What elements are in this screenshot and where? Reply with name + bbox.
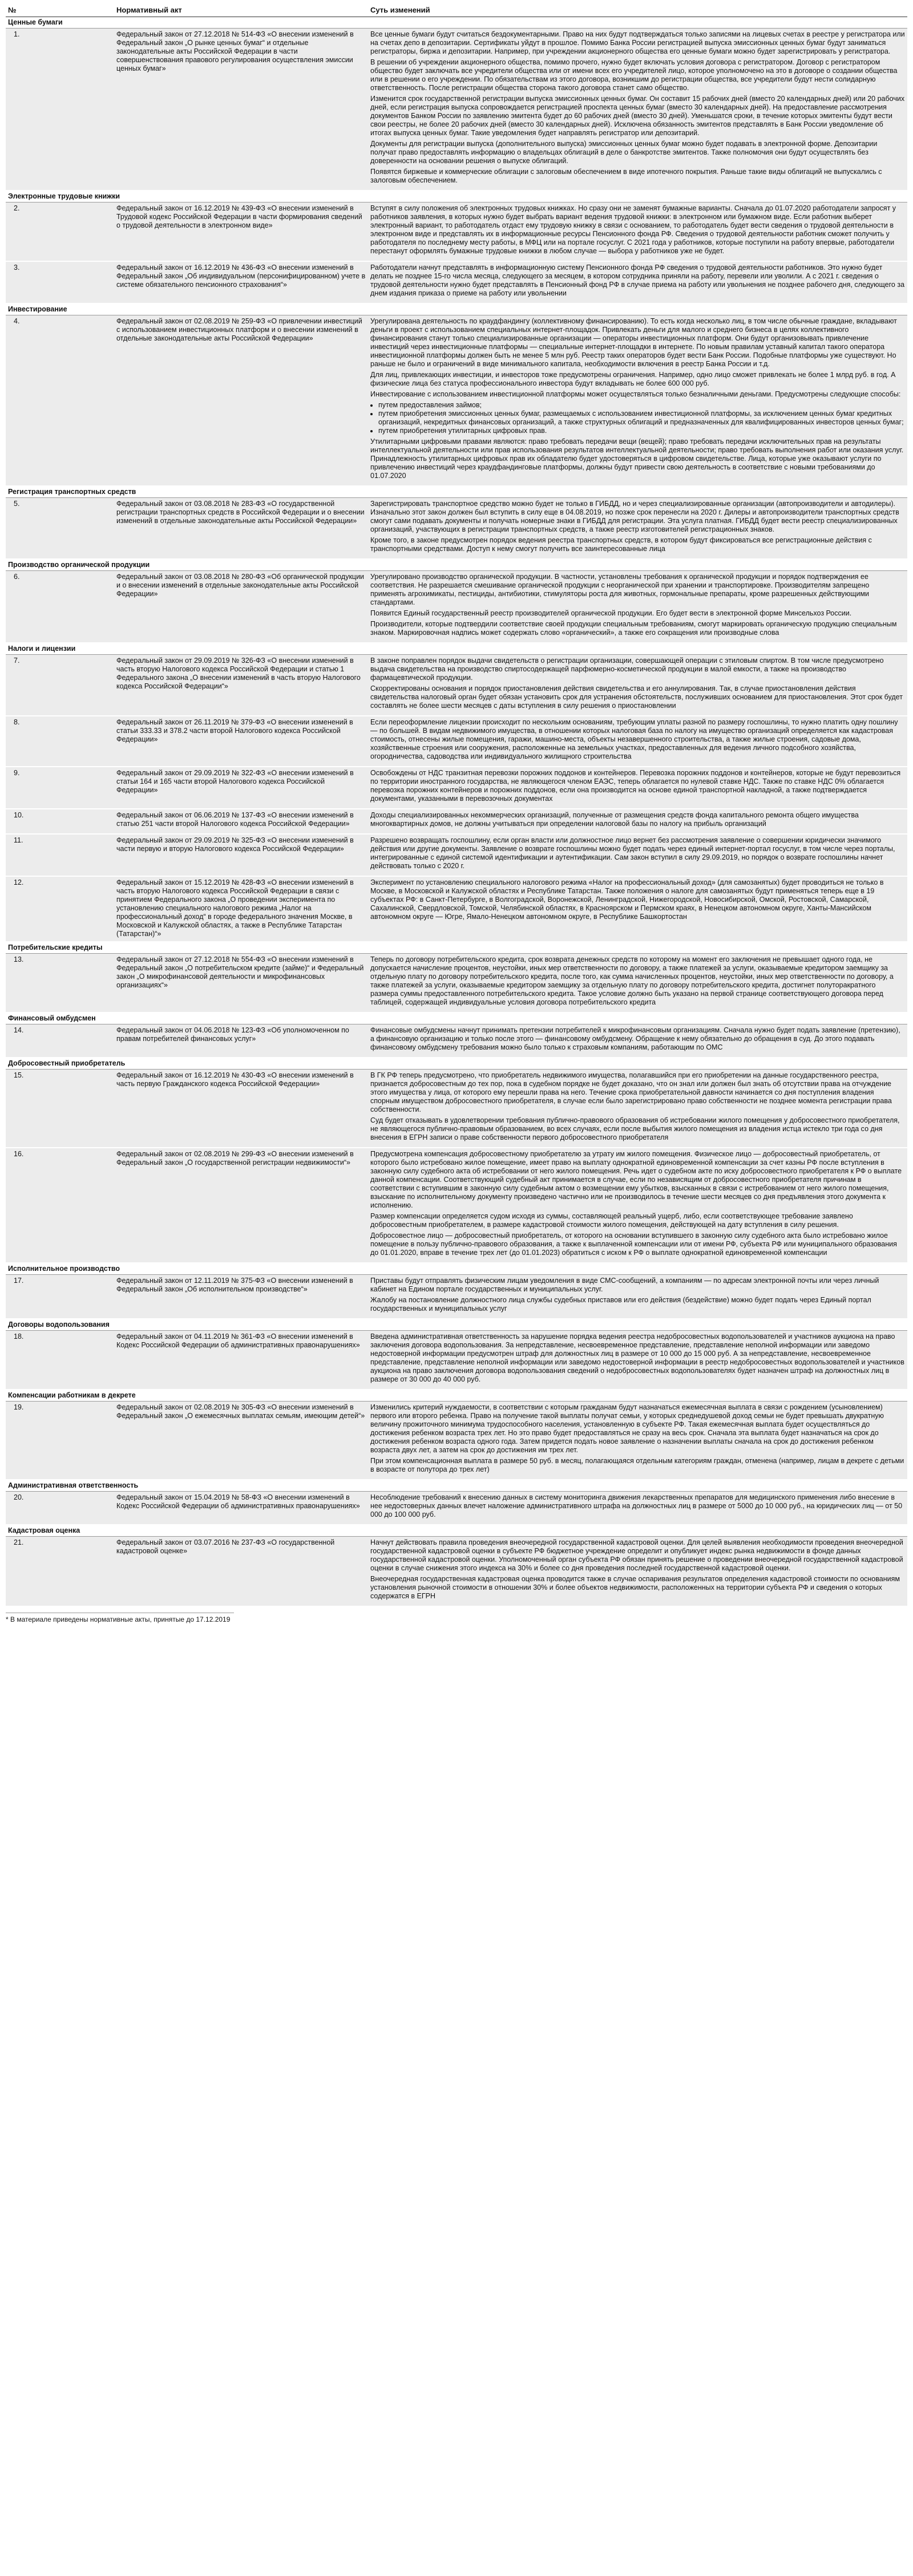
change-paragraph: Жалобу на постановление должностного лица службы судебных приставов или его действия (бездействие) можно будет подать через Единый портал государственных и муниципальных услуг <box>370 1296 871 1313</box>
normative-act: Федеральный закон от 03.08.2018 № 280-ФЗ «Об органической продукции и о внесении изменений в отдельные законодательные акты Российской Федерации» <box>114 571 368 643</box>
change-paragraph: Документы для регистрации выпуска (дополнительного выпуска) эмиссионных ценных бумаг можно будет подавать в электронной форме. Депозитарии получат право предоставлять информацию о владельцах облигаций в деле о банкротстве эмитентов. Также полномочия они будут осуществлять без доверенности на основании решения о выпуске облигаций. <box>370 140 878 165</box>
table-row <box>6 1537 907 1607</box>
section-header-row <box>6 1263 907 1275</box>
row-number: 1. <box>6 29 114 191</box>
row-number: 10. <box>6 809 114 834</box>
table-row <box>6 1024 907 1058</box>
table-row <box>6 767 907 809</box>
change-paragraph: Внеочередная государственная кадастровая оценка проводится также в случае оспаривания результатов определения кадастровой стоимости по основаниям установления рыночной стоимости в отношении 30% и более объектов недвижимости, расположенных на территории субъекта РФ и сведения о которых содержатся в ЕГРН <box>370 1575 900 1600</box>
change-paragraph: Работодатели начнут представлять в информационную систему Пенсионного фонда РФ сведения о трудовой деятельности работников. Это нужно будет делать не позднее 15-го числа месяца, следующего за месяцем, в котором сотрудника приняли на работу, перевели или уволили. А с 2021 г. сведения о трудовой деятельности нужно будет представлять в Пенсионный фонд РФ в случае приема на работу или увольнения не позднее рабочего дня, следующего за днем издания приказа о приеме на работу или увольнении <box>370 264 905 297</box>
change-paragraph: В законе поправлен порядок выдачи свидетельств о регистрации организации, совершающей операции с этиловым спиртом. В том числе предусмотрено выдача свидетельства на производство спиртосодержащей парфюмерно-косметической продукции в малой емкости, а также на производство фармацевтической продукции. <box>370 657 884 682</box>
table-row <box>6 716 907 767</box>
section-title: Административная ответственность <box>6 1480 907 1492</box>
change-paragraph: Появится Единый государственный реестр производителей органической продукции. Его будет вести в электронной форме Минсельхоз России. <box>370 609 852 617</box>
change-paragraph: Если переоформление лицензии происходит по нескольким основаниям, требующим уплаты разной по размеру госпошлины, то нужно платить одну пошлину — по большей. В видам недвижимого имущества, в отношении которых налоговая база по налогу на имущество организаций определяется как кадастровая стоимость, отнесены жилые помещения, гаражи, машино-места, объекты незавершенного строительства, а также жилые строения, садовые дома, хозяйственные строения или сооружения, расположенные на земельных участках, предоставленных для ведения личного подсобного хозяйства, огородничества, садоводства или индивидуального жилищного строительства <box>370 718 898 760</box>
change-paragraph: Утилитарными цифровыми правами являются: право требовать передачи вещи (вещей); право требовать передачи исключительных прав на результаты интеллектуальной деятельности или прав использования результатов интеллектуальной деятельности; право требовать выполнения работ или оказания услуг. Принадлежность утилитарных цифровых прав их обладателю будет удостоверяться в цифровом свидетельстве. Лица, которые уже оказывают услуги по привлечению инвестиций через краудфандинговые платформы, должны будут привести свою деятельность в соответствие с новыми требованиями до 01.07.2020 <box>370 438 904 480</box>
changes-summary <box>368 1275 907 1319</box>
row-number: 11. <box>6 834 114 876</box>
row-number: 15. <box>6 1070 114 1148</box>
change-paragraph: Вступят в силу положения об электронных трудовых книжках. Но сразу они не заменят бумажные варианты. Сначала до 01.07.2020 работодатели запросят у работников заявления, в которых нужно будет выбрать вариант ведения трудовой книжки: в электронном или бумажном виде. Если работник выберет электронный вариант, то работодатель отдаст ему трудовую книжку в связи с основанием, то работодатель будет вести сведения о трудовой деятельности в электронном виде и представлять их в информационные ресурсы Пенсионного фонда РФ. Сведения о трудовой деятельности работник сможет получить у работодателя по последнему месту работы, в МФЦ или на портале госуслуг. С 2021 года у работников, которые поступили на работу впервые, работодатели перестанут оформлять бумажные трудовые книжки в любом случае — выбора у работников уже не будет. <box>370 204 896 255</box>
section-header-row <box>6 559 907 571</box>
change-paragraph: Приставы будут отправлять физическим лицам уведомления в виде СМС-сообщений, а компаниям — по адресам электронной почты или через личный кабинет на Едином портале государственных и муниципальных услуг. <box>370 1277 879 1293</box>
section-title: Инвестирование <box>6 303 907 315</box>
change-paragraph: Для лиц, привлекающих инвестиции, и инвесторов тоже предусмотрены ограничения. Например, одно лицо сможет привлекать не более 1 млрд руб. в год. А физические лица без статуса профессионального инвестора будут вкладывать не более 600 000 руб. <box>370 371 896 387</box>
change-paragraph: Освобождены от НДС транзитная перевозки порожних поддонов и контейнеров. Перевозка порожних поддонов и контейнеров, которые не будут перевозиться по территории иностранного государства, не являющегося членом ЕАЭС, теперь облагается по нулевой ставке НДС. Также по ставке НДС 0% облагается перевозка порожних контейнеров и порожних поддонов, если она производится на основе единой транспортной накладной, а также подтверждается документами, указанными в перевозочных документах <box>370 769 901 803</box>
table-row <box>6 1070 907 1148</box>
normative-act: Федеральный закон от 16.12.2019 № 439-ФЗ «О внесении изменений в Трудовой кодекс Российской Федерации в части формирования сведений о трудовой деятельности в электронном виде» <box>114 202 368 262</box>
row-number: 4. <box>6 315 114 487</box>
row-number: 13. <box>6 954 114 1013</box>
section-header-row <box>6 1525 907 1537</box>
normative-act: Федеральный закон от 12.11.2019 № 375-ФЗ «О внесении изменений в Федеральный закон „Об исполнительном производстве“» <box>114 1275 368 1319</box>
section-header-row <box>6 1480 907 1492</box>
normative-act: Федеральный закон от 02.08.2019 № 259-ФЗ «О привлечении инвестиций с использованием инвестиционных платформ и о внесении изменений в отдельные законодательные акты Российской Федерации» <box>114 315 368 487</box>
change-paragraph: Урегулировано производство органической продукции. В частности, установлены требования к органической продукции и порядок подтверждения ее соответствия. Не разрешается смешивание органической продукции с неорганической при хранении и транспортировке. Производителям запрещено применять агрохимикаты, пестициды, антибиотики, стимуляторы роста для животных, гормональные препараты, кроме разрешенных действующими стандартами. <box>370 573 870 606</box>
change-paragraph: Появятся биржевые и коммерческие облигации с залоговым обеспечением в виде ипотечного покрытия. Раньше такие виды облигаций не выпускались с залоговым обеспечением. <box>370 168 882 184</box>
row-number: 3. <box>6 261 114 303</box>
changes-summary <box>368 834 907 876</box>
change-paragraph: Начнут действовать правила проведения внеочередной государственной кадастровой оценки. Для целей выявления необходимости проведения внеочередной государственной кадастровой оценки в субъекте РФ бюджетное учреждение определит и опубликует индекс рынка недвижимости в фонде данных государственной кадастровой оценки. Уполномоченный орган субъекта РФ обязан принять решение о проведении внеочередной государственной кадастровой оценки в случае снижения этого индекса на 30% и более со дня проведения последней государственной кадастровой оценки. <box>370 1538 903 1572</box>
section-title: Исполнительное производство <box>6 1263 907 1275</box>
normative-act: Федеральный закон от 29.09.2019 № 325-ФЗ «О внесении изменений в части первую и вторую Налогового кодекса Российской Федерации» <box>114 834 368 876</box>
section-header-row <box>6 1058 907 1070</box>
changes-summary <box>368 571 907 643</box>
section-title: Регистрация транспортных средств <box>6 486 907 498</box>
change-paragraph: Добросовестное лицо — добросовестный приобретатель, от которого на основании вступившего в законную силу судебного акта было истребовано жилое помещение в пользу публично-правового образования, а также к выплаченной компенсации или от имени РФ, субъекта РФ или муниципального образования до 01.01.2020, вправе в течение трех лет (до 01.01.2023) обратиться с иском к РФ о выплате однократной единовременной компенсации <box>370 1232 897 1257</box>
table-row <box>6 202 907 262</box>
legislation-table <box>6 3 907 1607</box>
normative-act: Федеральный закон от 26.11.2019 № 379-ФЗ «О внесении изменений в статьи 333.33 и 378.2 части второй Налогового кодекса Российской Федерации» <box>114 716 368 767</box>
table-row <box>6 498 907 560</box>
change-paragraph: В ГК РФ теперь предусмотрено, что приобретатель недвижимого имущества, полагавшийся при его приобретении на данные государственного реестра, признается добросовестным до тех пор, пока в судебном порядке не будет доказано, что он знал или должен был знать об отсутствии права на отчуждение этого имущества у лица, от которого ему перешли права на него. Течение срока приобретательной давности начинается со дня поступления владения спорным имуществом добросовестного приобретателя, в случае если было зарегистрировано право собственности не позднее момента регистрации права собственности. <box>370 1071 892 1113</box>
section-title: Электронные трудовые книжки <box>6 191 907 202</box>
change-paragraph: Все ценные бумаги будут считаться бездокументарными. Право на них будут подтверждаться только записями на лицевых счетах в реестре у регистратора или на счетах депо в депозитарии. Сертификаты уйдут в прошлое. Помимо Банка России регистрацией выпуска эмиссионных ценных бумаг будут заниматься регистраторы, биржа и депозитарии. Например, при учреждении акционерного общества его ценные бумаги можно будет зарегистрировать у регистратора. <box>370 30 905 55</box>
row-number: 12. <box>6 876 114 942</box>
changes-summary <box>368 1331 907 1390</box>
changes-summary <box>368 876 907 942</box>
section-title: Кадастровая оценка <box>6 1525 907 1537</box>
change-paragraph: Теперь по договору потребительского кредита, срок возврата денежных средств по которому на момент его заключения не превышает одного года, не допускается начисление процентов, неустойки, иных мер ответственности по договору, а также платежей за услуги, оказываемые кредитором заемщику за отдельную плату по договору потребительского кредита, после того, как сумма начисленных процентов, неустойки, иных мер ответственности по договору, а также платежей за услуги, оказываемые кредитором заемщику за отдельную плату по договору потребительского кредита, достигнет полуторакратного размера суммы предоставленного потребительского кредита. Такое условие должно быть указано на первой странице соответствующего договора перед таблицей, содержащей индивидуальные условия договора потребительского кредита <box>370 955 894 1006</box>
change-paragraph: Изменились критерий нуждаемости, в соответствии с которым гражданам будут назначаться ежемесячная выплата в связи с рождением (усыновлением) первого или второго ребенка. Право на получение такой выплаты получат семьи, у которых среднедушевой доход семьи не будет превышать двукратную величину прожиточного минимума трудоспособного населения, установленную в субъекте РФ. Такая ежемесячная выплата будет осуществляться до достижения ребенком возраста трех лет. Но это право будет предоставляться не сразу на весь срок. Сначала эта выплата будет назначаться на срок до достижения ребенком возраста одного года. Затем придется подать новое заявление о назначении выплаты сначала на срок до достижения ребенком возраста двух лет, а затем на срок до достижения им трех лет. <box>370 1403 884 1454</box>
header-act: Нормативный акт <box>114 3 368 17</box>
row-number: 19. <box>6 1402 114 1480</box>
row-number: 20. <box>6 1492 114 1525</box>
normative-act: Федеральный закон от 04.06.2018 № 123-ФЗ «Об уполномоченном по правам потребителей финансовых услуг» <box>114 1024 368 1058</box>
change-paragraph: Введена административная ответственность за нарушение порядка ведения реестра недобросовестных водопользователей и участников аукциона на право заключения договора водопользования. За непредставление, несвоевременное представление, представление неполной информации или заведомо недостоверной информации предусмотрен штраф для должностных лиц в размере от 10 000 до 15 000 руб. А за непредставление, несвоевременное представление, представление неполной информации или заведомо недостоверной информации в реестр недобросовестных водопользователей и участников аукциона на право заключения договора водопользования сведений о недобросовестных водопользователях будет назначен штраф на должностных лиц в размере от 30 000 до 40 000 руб. <box>370 1332 904 1383</box>
change-paragraph: Урегулирована деятельность по краудфандингу (коллективному финансированию). То есть когда несколько лиц, в том числе обычные граждане, вкладывают деньги в проект с использованием специальных интернет-площадок. Привлекать деньги для малого и среднего бизнеса в целях коллективного финансирования станут только специализированные организации — операторы инвестиционных платформ. Они будут организовывать привлечение инвестиций через инвестиционные платформы — специальные интернет-площадки в интернете. По новым правилам уставный капитал такого оператора инвестиционной платформы должен быть не менее 5 млн руб. Реестр таких операторов будет вести Банк России. Подобные платформы уже существуют. Но раньше не было и ограничений в виде минимального капитала, необходимости включения в реестр Банка России и т.д. <box>370 317 897 368</box>
section-title: Налоги и лицензии <box>6 643 907 655</box>
row-number: 17. <box>6 1275 114 1319</box>
normative-act: Федеральный закон от 27.12.2018 № 514-ФЗ «О внесении изменений в Федеральный закон „О рынке ценных бумаг“ и отдельные законодательные акты Российской Федерации в части совершенствования правового регулирования осуществления эмиссии ценных бумаг» <box>114 29 368 191</box>
change-list-item: • путем приобретения эмиссионных ценных бумаг, размещаемых с использованием инвестиционной платформы, за исключением ценных бумаг кредитных организаций, некредитных финансовых организаций, а также структурных облигаций и предназначенных для квалифицированных инвесторов ценных бумаг; <box>378 410 905 427</box>
row-number: 8. <box>6 716 114 767</box>
row-number: 18. <box>6 1331 114 1390</box>
table-row <box>6 809 907 834</box>
changes-summary <box>368 1148 907 1263</box>
table-row <box>6 1331 907 1390</box>
changes-summary <box>368 954 907 1013</box>
section-title: Компенсации работникам в декрете <box>6 1390 907 1402</box>
change-paragraph: Разрешено возвращать госпошлину, если орган власти или должностное лицо вернет без рассмотрения заявление о совершении юридически значимого действия или другие документы. Заявление о возврате госпошлины можно будет подать через единый интернет-портал госуслуг, в том числе через порталы, интегрированные с единой системой идентификации и аутентификации. Сам закон вступил в силу 29.09.2019, но порядок о возврате госпошлины начнет действовать только с 2020 г. <box>370 836 895 870</box>
changes-summary <box>368 767 907 809</box>
change-paragraph: Предусмотрена компенсация добросовестному приобретателю за утрату им жилого помещения. Физическое лицо — добросовестный приобретатель, от которого было истребовано жилое помещение, имеет право на выплату однократной единовременной компенсации за счет казны РФ после вступления в законную силу судебного акта об истребовании от него жилого помещения. Речь идет о судебном акте по иску добросовестного приобретателя к РФ о выплате данной компенсации. Соответствующий судебный акт принимается в случае, если по независящим от добросовестного приобретателя причинам в соответствии с вступившим в законную силу судебным актом о возмещении ему убытков, взысканных в связи с истребованием от него жилого помещения, взыскание по исполнительному документу произведено частично или не производилось в течение шести месяцев со дня предъявления этого документа к исполнению. <box>370 1150 902 1209</box>
normative-act: Федеральный закон от 02.08.2019 № 299-ФЗ «О внесении изменений в Федеральный закон „О государственной регистрации недвижимости“» <box>114 1148 368 1263</box>
change-paragraph: Изменится срок государственной регистрации выпуска эмиссионных ценных бумаг. Он составит 15 рабочих дней (вместо 20 календарных дней) или 20 рабочих дней, если регистрация выпуска сопровождается регистрацией проспекта ценных бумаг (вместо 30 календарных дней). На предоставление рассмотрения документов Банком России по заявлению эмитента будет до 60 рабочих дней (вместо 30 дней). Уменьшатся сроки, в течение которых эмитенты будут вести свои реестры, не более 20 рабочих дней (вместо 30 календарных дней). Исключена обязанность эмитентов представлять в Банк России уведомление об итогах выпуска ценных бумаг. Такие уведомления будет направлять регистратор или депозитарий. <box>370 95 905 137</box>
change-paragraph: Суд будет отказывать в удовлетворении требования публично-правового образования об истребовании жилого помещения у добросовестного приобретателя, не являющегося публично-правовым образованием, во всех случаях, если после выбытия жилого помещения из владения истца истекло три года со дня внесения в ЕГРН записи о праве собственности первого добросовестного приобретателя <box>370 1116 900 1141</box>
section-header-row <box>6 303 907 315</box>
table-body <box>6 17 907 1607</box>
row-number: 9. <box>6 767 114 809</box>
normative-act: Федеральный закон от 04.11.2019 № 361-ФЗ «О внесении изменений в Кодекс Российской Федерации об административных правонарушениях» <box>114 1331 368 1390</box>
table-row <box>6 954 907 1013</box>
footnote: * В материале приведены нормативные акты, принятые до 17.12.2019 <box>6 1613 234 1623</box>
section-title: Потребительские кредиты <box>6 942 907 954</box>
change-paragraph: Зарегистрировать транспортное средство можно будет не только в ГИБДД, но и через специализированные организации (автопроизводители и автодилеры). Изначально этот закон должен был вступить в силу еще в 04.08.2019, но позже срок перенесли на 2020 г. Дилеры и автопроизводители транспортных средств смогут сами подавать документы и получать номерные знаки в ГИБДД для регистрации. Эта услуга платная. ГИБДД будет вести реестр специализированных организаций, участвующих в регистрации транспортных средств, а также реестр изготовителей регистрационных знаков. <box>370 500 899 533</box>
row-number: 2. <box>6 202 114 262</box>
change-paragraph: Инвестирование с использованием инвестиционной платформы может осуществляться только безналичными деньгами. Предусмотрены следующие способы: <box>370 390 901 398</box>
changes-summary <box>368 315 907 487</box>
row-number: 16. <box>6 1148 114 1263</box>
normative-act: Федеральный закон от 02.08.2019 № 305-ФЗ «О внесении изменений в Федеральный закон „О ежемесячных выплатах семьям, имеющим детей“» <box>114 1402 368 1480</box>
change-paragraph: Доходы специализированных некоммерческих организаций, полученные от размещения средств фонда капитального ремонта общего имущества многоквартирных домов, не должны учитываться при определении налоговой базы по налогу на прибыль организаций <box>370 811 859 828</box>
row-number: 5. <box>6 498 114 560</box>
normative-act: Федеральный закон от 15.04.2019 № 58-ФЗ «О внесении изменений в Кодекс Российской Федерации об административных правонарушениях» <box>114 1492 368 1525</box>
table-row <box>6 1275 907 1319</box>
header-num: № <box>6 3 114 17</box>
table-row <box>6 315 907 487</box>
normative-act: Федеральный закон от 06.06.2019 № 137-ФЗ «О внесении изменений в статью 251 части второй Налогового кодекса Российской Федерации» <box>114 809 368 834</box>
section-header-row <box>6 1319 907 1331</box>
changes-summary <box>368 716 907 767</box>
change-paragraph: Кроме того, в законе предусмотрен порядок ведения реестра транспортных средств, в котором будут фиксироваться все регистрационные действия с транспортными средствами. Доступ к нему смогут получить все заинтересованные лица <box>370 536 872 553</box>
normative-act: Федеральный закон от 03.07.2016 № 237-ФЗ «О государственной кадастровой оценке» <box>114 1537 368 1607</box>
changes-summary <box>368 1492 907 1525</box>
table-row <box>6 1148 907 1263</box>
changes-summary <box>368 202 907 262</box>
change-list-item: • путем приобретения утилитарных цифровых прав. <box>378 427 905 435</box>
changes-summary <box>368 498 907 560</box>
table-row <box>6 876 907 942</box>
change-paragraph: Несоблюдение требований к внесению данных в систему мониторинга движения лекарственных препаратов для медицинского применения либо внесение в нее недостоверных данных влечет наложение административного штрафа на должностных лиц в размере от 5000 до 10 000 руб., на юридических лиц — от 50 000 до 100 000 руб. <box>370 1493 903 1518</box>
change-list-item: • путем предоставления займов; <box>378 401 905 410</box>
changes-summary <box>368 29 907 191</box>
normative-act: Федеральный закон от 16.12.2019 № 430-ФЗ «О внесении изменений в часть первую Гражданского кодекса Российской Федерации» <box>114 1070 368 1148</box>
row-number: 6. <box>6 571 114 643</box>
table-header-row <box>6 3 907 17</box>
section-header-row <box>6 942 907 954</box>
section-title: Ценные бумаги <box>6 17 907 29</box>
section-title: Добросовестный приобретатель <box>6 1058 907 1070</box>
row-number: 14. <box>6 1024 114 1058</box>
table-row <box>6 1402 907 1480</box>
section-title: Производство органической продукции <box>6 559 907 571</box>
table-row <box>6 834 907 876</box>
table-row <box>6 29 907 191</box>
section-header-row <box>6 486 907 498</box>
row-number: 7. <box>6 655 114 716</box>
change-paragraph: При этом компенсационная выплата в размере 50 руб. в месяц, полагающаяся отдельным категориям граждан, отменена (например, лицам в декрете с детьми в возрасте от полутора до трех лет) <box>370 1457 904 1473</box>
changes-summary <box>368 1070 907 1148</box>
change-paragraph: Производители, которые подтвердили соответствие своей продукции специальным требованиям, смогут маркировать органическую продукцию специальным знаком. Маркировочная надпись может содержать слово «органический», а также его сокращения или производные слова <box>370 620 897 637</box>
normative-act: Федеральный закон от 27.12.2018 № 554-ФЗ «О внесении изменений в Федеральный закон „О потребительском кредите (займе)“ и Федеральный закон „О микрофинансовой деятельности и микрофинансовых организациях“» <box>114 954 368 1013</box>
normative-act: Федеральный закон от 16.12.2019 № 436-ФЗ «О внесении изменений в Федеральный закон „Об индивидуальном (персонифицированном) учете в системе обязательного пенсионного страхования“» <box>114 261 368 303</box>
change-paragraph: Размер компенсации определяется судом исходя из суммы, составляющей реальный ущерб, либо, если соответствующее требование заявлено добросовестным приобретателем, в размере кадастровой стоимости жилого помещения, действующей на дату вступления в силу решения. <box>370 1212 853 1229</box>
table-row <box>6 571 907 643</box>
change-paragraph: Финансовые омбудсмены начнут принимать претензии потребителей к микрофинансовым организациям. Сначала нужно будет подать заявление (претензию), а финансовую организацию и только после этого — финансовому омбудсмену. Обращение к нему обязательно до обращения в суд. До этого подавать финансовому омбудсмену требования можно было только к страховым компаниям, работающим по ОМС <box>370 1026 900 1051</box>
row-number: 21. <box>6 1537 114 1607</box>
changes-summary <box>368 1537 907 1607</box>
table-row <box>6 261 907 303</box>
normative-act: Федеральный закон от 29.09.2019 № 322-ФЗ «О внесении изменений в статьи 164 и 165 части второй Налогового кодекса Российской Федерации» <box>114 767 368 809</box>
change-list <box>370 401 905 435</box>
section-header-row <box>6 1390 907 1402</box>
section-title: Финансовый омбудсмен <box>6 1012 907 1024</box>
normative-act: Федеральный закон от 29.09.2019 № 326-ФЗ «О внесении изменений в часть вторую Налогового кодекса Российской Федерации и статью 1 Федерального закона „О внесении изменений в часть вторую Налогового кодекса Российской Федерации“» <box>114 655 368 716</box>
normative-act: Федеральный закон от 15.12.2019 № 428-ФЗ «О внесении изменений в часть вторую Налогового кодекса Российской Федерации в связи с принятием Федерального закона „О проведении эксперимента по установлению специального налогового режима „Налог на профессиональный доход“ в городе федерального значения Москве, в Московской и Калужской областях, а также в Республике Татарстан (Татарстан)“» <box>114 876 368 942</box>
section-header-row <box>6 191 907 202</box>
changes-summary <box>368 655 907 716</box>
section-title: Договоры водопользования <box>6 1319 907 1331</box>
changes-summary <box>368 1024 907 1058</box>
changes-summary <box>368 1402 907 1480</box>
change-paragraph: Скорректированы основания и порядок приостановления действия свидетельства и его аннулирования. Так, в случае приостановления действия свидетельства налоговый орган будет обязан установить срок для устранения обстоятельств, послуживших основанием для приостановления. Этот срок будет составлять не более шести месяцев с даты вступления в силу решения о приостановлении <box>370 684 903 710</box>
header-changes: Суть изменений <box>368 3 907 17</box>
section-header-row <box>6 17 907 29</box>
change-paragraph: Эксперимент по установлению специального налогового режима «Налог на профессиональный доход» (для самозанятых) будет проводиться не только в Москве, в Московской и Калужской областях и Республике Татарстан. Также положения о налоге для самозанятых будут применяться теперь еще в 19 субъектах РФ: в Санкт-Петербурге, в Волгоградской, Воронежской, Ленинградской, Нижегородской, Новосибирской, Омской, Ростовской, Самарской, Сахалинской, Свердловской, Томской, Челябинской областях, в Красноярском и Пермском краях, в Ненецком автономном округе, Ханты-Мансийском автономном округе — Югре, Ямало-Ненецком автономном округе, в Республике Башкортостан <box>370 878 884 921</box>
table-row <box>6 655 907 716</box>
normative-act: Федеральный закон от 03.08.2018 № 283-ФЗ «О государственной регистрации транспортных средств в Российской Федерации и о внесении изменений в отдельные законодательные акты Российской Федерации» <box>114 498 368 560</box>
change-paragraph: В решении об учреждении акционерного общества, помимо прочего, нужно будет включать условия договора с регистратором. Договор с регистратором общество будет заключать все учредители общества или от имени всех его учредителей лицо, которое уполномочено на это в договоре о создании общества или в решении о его учреждении. По обязательствам из этого договора, возникшим до регистрации общества, все учредители будут нести солидарную ответственность. После регистрации общества сторона такого договора станет само общество. <box>370 58 898 92</box>
table-row <box>6 1492 907 1525</box>
section-header-row <box>6 1012 907 1024</box>
changes-summary <box>368 809 907 834</box>
changes-summary <box>368 261 907 303</box>
section-header-row <box>6 643 907 655</box>
